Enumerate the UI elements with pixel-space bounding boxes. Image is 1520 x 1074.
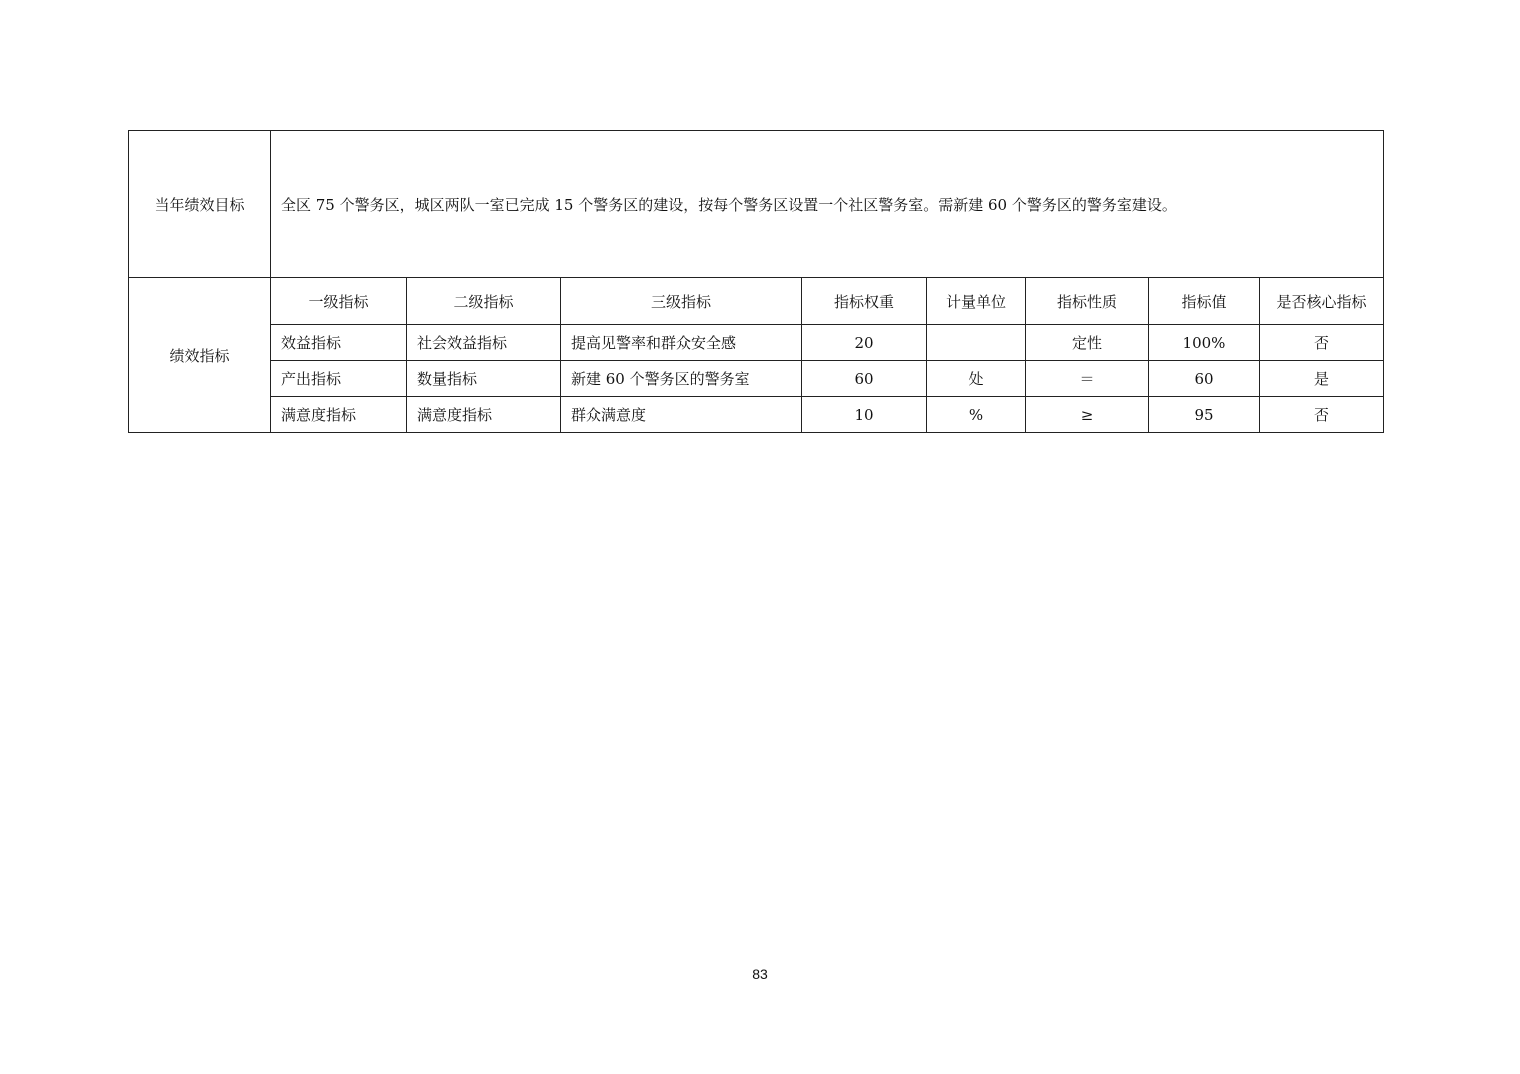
cell-nature: ≥ <box>1026 397 1149 433</box>
header-unit: 计量单位 <box>927 278 1026 325</box>
header-nature: 指标性质 <box>1026 278 1149 325</box>
cell-level2: 满意度指标 <box>407 397 561 433</box>
table-row <box>129 361 1384 397</box>
cell-level1: 满意度指标 <box>271 397 407 433</box>
cell-unit: % <box>927 397 1026 433</box>
cell-core: 否 <box>1260 397 1384 433</box>
cell-core: 是 <box>1260 361 1384 397</box>
cell-weight: 10 <box>802 397 927 433</box>
cell-level1: 产出指标 <box>271 361 407 397</box>
indicators-label: 绩效指标 <box>129 278 271 433</box>
goal-row <box>129 131 1384 278</box>
header-level2: 二级指标 <box>407 278 561 325</box>
cell-value: 95 <box>1149 397 1260 433</box>
cell-level3: 群众满意度 <box>561 397 802 433</box>
cell-core: 否 <box>1260 325 1384 361</box>
header-level3: 三级指标 <box>561 278 802 325</box>
cell-level3: 新建 60 个警务区的警务室 <box>561 361 802 397</box>
page-number: 83 <box>752 966 768 982</box>
header-weight: 指标权重 <box>802 278 927 325</box>
cell-level1: 效益指标 <box>271 325 407 361</box>
cell-unit: 处 <box>927 361 1026 397</box>
cell-unit <box>927 325 1026 361</box>
table-row <box>129 397 1384 433</box>
cell-weight: 20 <box>802 325 927 361</box>
table-row <box>129 325 1384 361</box>
cell-weight: 60 <box>802 361 927 397</box>
cell-nature: 定性 <box>1026 325 1149 361</box>
header-core: 是否核心指标 <box>1260 278 1384 325</box>
cell-level3: 提高见警率和群众安全感 <box>561 325 802 361</box>
header-value: 指标值 <box>1149 278 1260 325</box>
cell-value: 100% <box>1149 325 1260 361</box>
header-level1: 一级指标 <box>271 278 407 325</box>
header-row <box>129 278 1384 325</box>
performance-table <box>128 130 1384 433</box>
cell-value: 60 <box>1149 361 1260 397</box>
cell-level2: 社会效益指标 <box>407 325 561 361</box>
cell-level2: 数量指标 <box>407 361 561 397</box>
goal-label: 当年绩效目标 <box>129 131 271 278</box>
goal-text: 全区 75 个警务区，城区两队一室已完成 15 个警务区的建设，按每个警务区设置一个社区警务室。需新建 60 个警务区的警务室建设。 <box>271 131 1384 278</box>
cell-nature: ＝ <box>1026 361 1149 397</box>
